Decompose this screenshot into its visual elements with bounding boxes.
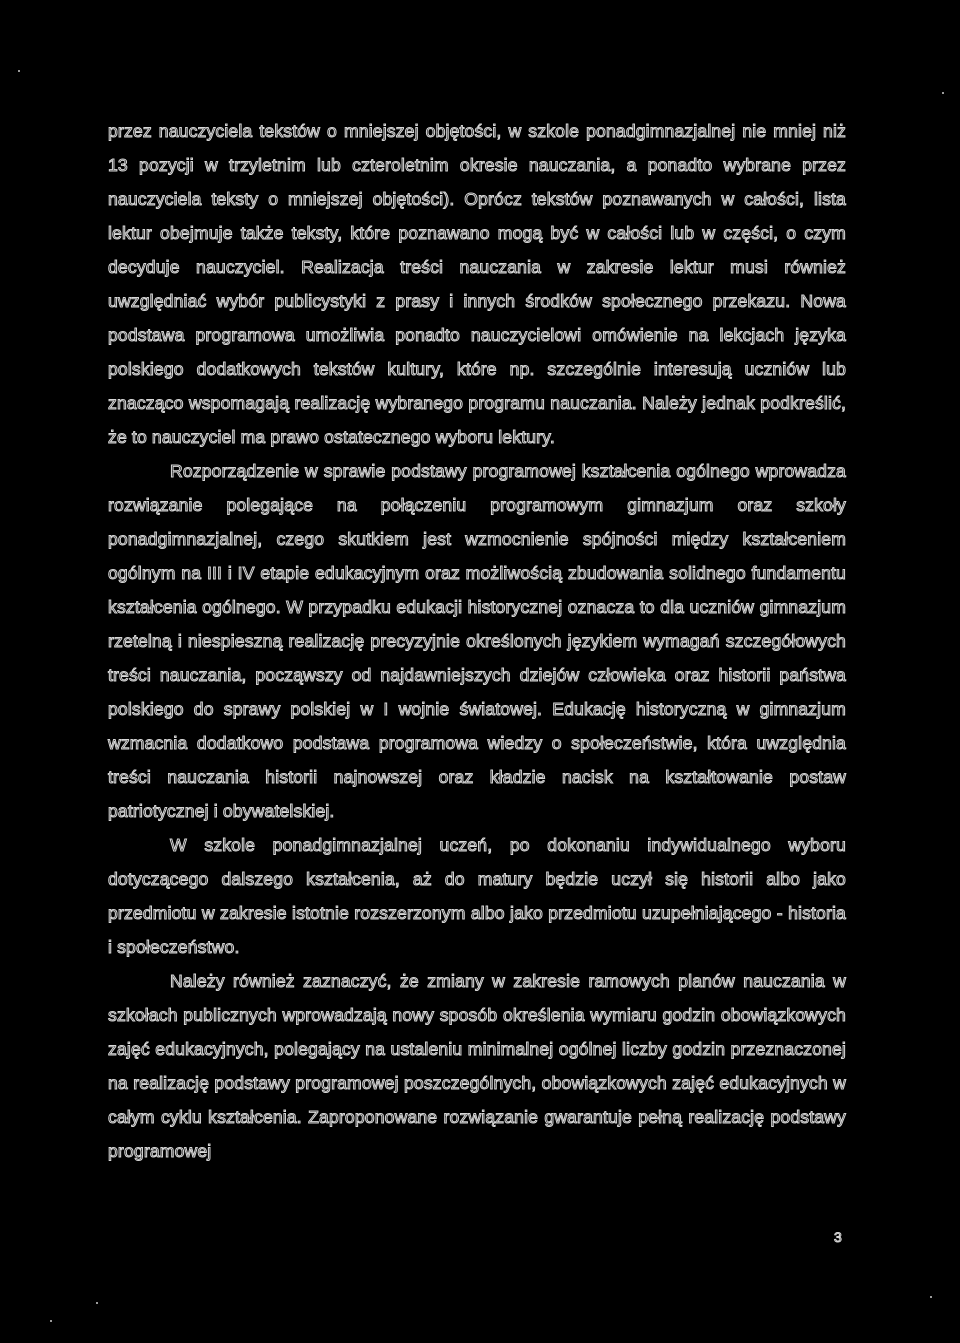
- scan-noise-speck: [942, 92, 944, 94]
- paragraph-2: Rozporządzenie w sprawie podstawy programowej kształcenia ogólnego wprowadza rozwiązanie polegające na połączeniu programowym gimnazjum oraz szkoły ponadgimnazjalnej, czego skutkiem jest wzmocnienie spójności między kształceniem ogólnym na III i IV etapie edukacyjnym oraz możliwością zbudowania solidnego fundamentu kształcenia ogólnego. W przypadku edukacji historycznej oznacza to dla uczniów gimnazjum rzetelną i niespieszną realizację precyzyjnie określonych językiem wymagań szczegółowych treści nauczania, począwszy od najdawniejszych dziejów człowieka oraz historii państwa polskiego do sprawy polskiej w I wojnie światowej. Edukację historyczną w gimnazjum wzmacnia dodatkowo podstawa programowa wiedzy o społeczeństwie, która uwzględnia treści nauczania historii najnowszej oraz kładzie nacisk na kształtowanie postaw patriotycznej i obywatelskiej.: [108, 461, 846, 821]
- page-number: 3: [834, 1229, 842, 1245]
- scan-noise-speck: [50, 1320, 52, 1322]
- document-body: [108, 114, 846, 1168]
- paragraph-4: Należy również zaznaczyć, że zmiany w zakresie ramowych planów nauczania w szkołach publicznych wprowadzają nowy sposób określenia wymiaru godzin obowiązkowych zajęć edukacyjnych, polegający na ustaleniu minimalnej ogólnej liczby godzin przeznaczonej na realizację podstawy programowej poszczególnych, obowiązkowych zajęć edukacyjnych w całym cyklu kształcenia. Zaproponowane rozwiązanie gwarantuje pełną realizację podstawy programowej: [108, 971, 846, 1161]
- scan-noise-speck: [18, 70, 20, 72]
- scan-noise-speck: [96, 1302, 98, 1304]
- scan-noise-speck: [930, 1296, 932, 1298]
- paragraph-1: przez nauczyciela tekstów o mniejszej objętości, w szkole ponadgimnazjalnej nie mniej niż 13 pozycji w trzyletnim lub czteroletnim okresie nauczania, a ponadto wybrane przez nauczyciela teksty o mniejszej objętości). Oprócz tekstów poznawanych w całości, lista lektur obejmuje także teksty, które poznawano mogą być w całości lub w części, o czym decyduje nauczyciel. Realizacja treści nauczania w zakresie lektur musi również uwzględniać wybór publicystyki z prasy i innych środków społecznego przekazu. Nowa podstawa programowa umożliwia ponadto nauczycielowi omówienie na lekcjach języka polskiego dodatkowych tekstów kultury, które np. szczególnie interesują uczniów lub znacząco wspomagają realizację wybranego programu nauczania. Należy jednak podkreślić, że to nauczyciel ma prawo ostatecznego wyboru lektury.: [108, 121, 846, 447]
- paragraph-3: W szkole ponadgimnazjalnej uczeń, po dokonaniu indywidualnego wyboru dotyczącego dalszego kształcenia, aż do matury będzie uczył się historii albo jako przedmiotu w zakresie istotnie rozszerzonym albo jako przedmiotu uzupełniającego - historia i społeczeństwo.: [108, 835, 846, 957]
